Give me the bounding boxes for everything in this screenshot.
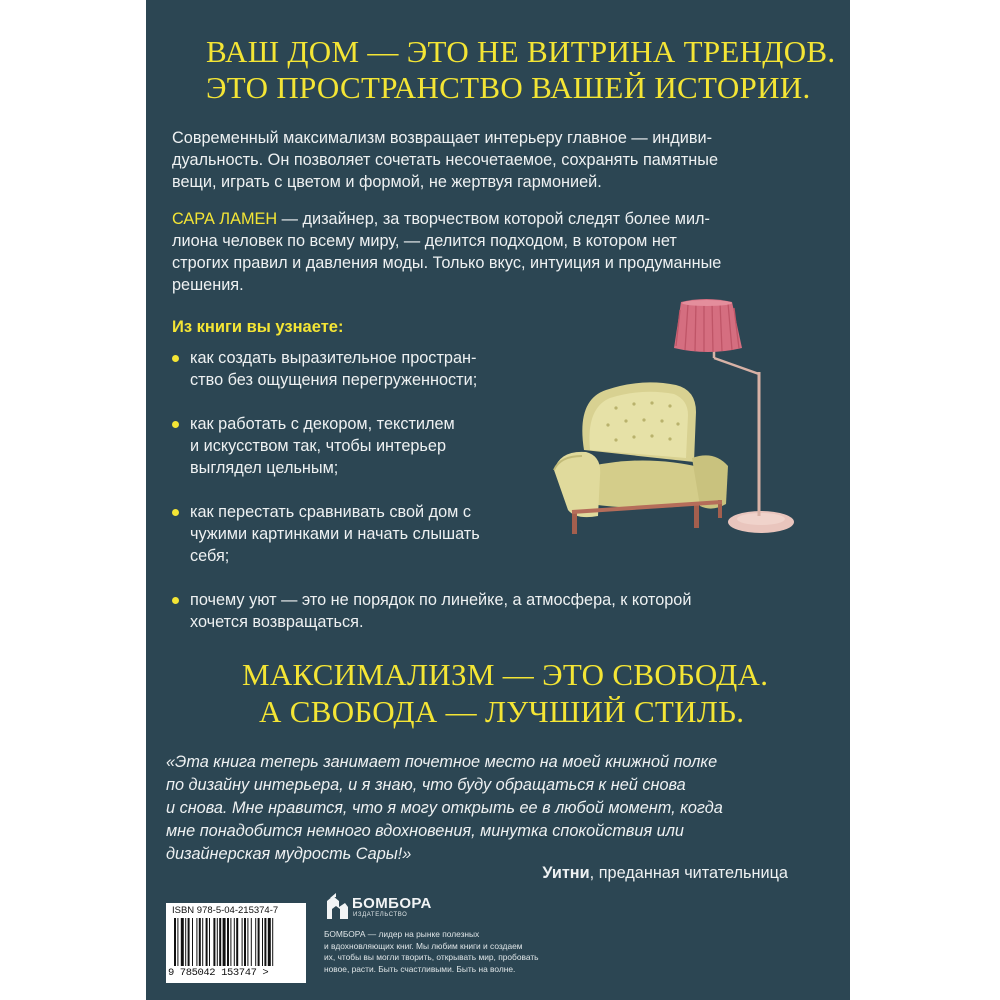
quote-line: дизайнерская мудрость Сары!» — [166, 845, 412, 863]
intro-line: Современный максимализм возвращает интерьеру главное — индиви- — [172, 129, 713, 147]
author-name: САРА ЛАМЕН — [172, 210, 278, 228]
list-item: почему уют — это не порядок по линейке, а атмосфера, к которой хочется возвращаться. — [164, 589, 850, 633]
list-item: как перестать сравнивать свой дом с чужими картинками и начать слышать себя; — [164, 501, 570, 567]
publisher-description: БОМБОРА — лидер на рынке полезных и вдохновляющих книг. Мы любим книги и создаем их, чтобы вы могли творить, открывать мир, пробовать новое, расти. Быть счастливыми. Быть на волне. — [324, 929, 539, 974]
bombora-logo-icon — [324, 893, 350, 921]
author-line: строгих правил и давления моды. Только вкус, интуиция и продуманные — [172, 254, 722, 272]
bombora-logo — [324, 893, 444, 921]
intro-line: дуальность. Он позволяет сочетать несочетаемое, сохранять памятные — [172, 151, 719, 169]
publisher-sub: ИЗДАТЕЛЬСТВО — [353, 912, 408, 918]
headline-line-1: ВАШ ДОМ — ЭТО НЕ ВИТРИНА ТРЕНДОВ. — [206, 34, 836, 69]
armchair-illustration — [554, 382, 728, 534]
isbn-digits: 9 785042 153747 > — [168, 967, 269, 979]
quote-line: по дизайну интерьера, и я знаю, что буду обращаться к ней снова — [166, 776, 686, 794]
list-item: как работать с декором, текстилем и искусством так, чтобы интерьер выглядел цельным; — [164, 413, 570, 479]
quote-author-desc: , преданная читательница — [589, 864, 788, 882]
bullet-dot-icon — [172, 509, 179, 516]
slogan-line-2: А СВОБОДА — ЛУЧШИЙ СТИЛЬ. — [259, 694, 745, 729]
bullet-dot-icon — [172, 355, 179, 362]
book-back-cover — [146, 0, 850, 1000]
headline-line-2: ЭТО ПРОСТРАНСТВО ВАШЕЙ ИСТОРИИ. — [206, 70, 811, 105]
quote-line: «Эта книга теперь занимает почетное место на моей книжной полке — [166, 753, 718, 771]
reader-quote — [166, 751, 836, 866]
quote-attribution — [542, 864, 788, 883]
author-paragraph — [172, 208, 832, 296]
author-line: лиона человек по всему миру, — делится подходом, в котором нет — [172, 232, 677, 250]
author-line — [172, 208, 832, 230]
intro-paragraph — [172, 127, 832, 193]
bullet-dot-icon — [172, 421, 179, 428]
quote-author: Уитни — [542, 864, 590, 882]
list-item: как создать выразительное простран- ство без ощущения перегруженности; — [164, 347, 570, 391]
bullet-dot-icon — [172, 597, 179, 604]
barcode — [174, 918, 298, 966]
isbn-label: ISBN 978-5-04-215374-7 — [172, 905, 279, 916]
quote-line: мне понадобится немного вдохновения, минутка спокойствия или — [166, 822, 684, 840]
quote-line: и снова. Мне нравится, что я могу открыть ее в любой момент, когда — [166, 799, 723, 817]
slogan-line-1: МАКСИМАЛИЗМ — ЭТО СВОБОДА. — [242, 657, 769, 692]
publisher-name: БОМБОРА — [352, 895, 432, 912]
learn-heading: Из книги вы узнаете: — [172, 318, 344, 336]
author-line: решения. — [172, 276, 244, 294]
intro-line: вещи, играть с цветом и формой, не жертвуя гармонией. — [172, 173, 602, 191]
author-line-rest: — дизайнер, за творчеством которой следят более мил- — [277, 210, 710, 228]
furniture-illustration — [546, 290, 816, 560]
isbn-barcode-box — [166, 903, 306, 983]
